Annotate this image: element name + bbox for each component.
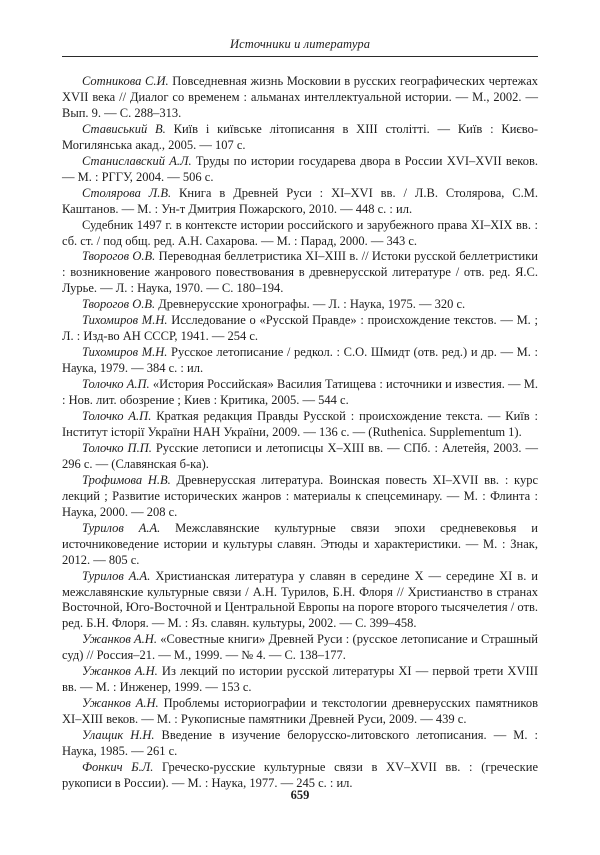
bibliography-entry (62, 313, 538, 345)
entry-text: Русские летописи и летописцы X–XIII вв. — СПб. : Алетейя, 2003. — 296 с. — (Славянская б-ка). (62, 440, 538, 471)
entry-author: Ужанков А.Н. (82, 696, 159, 711)
entry-text: Исследование о «Русской Правде» : происхождение текстов. — М. ; Л. : Изд-во АН СССР, 1941. — 254 с. (62, 313, 539, 344)
bibliography-entry (62, 521, 538, 569)
bibliography-entry (62, 569, 538, 633)
entry-author: Ужанков А.Н. (82, 632, 157, 647)
entry-text: Київ і київське літописання в XIII столітті. — Київ : Києво-Могилянська акад., 2005. — 107 с. (62, 121, 538, 152)
bibliography-entry (62, 74, 538, 122)
entry-author: Толочко А.П. (82, 377, 150, 392)
entry-author: Тихомиров М.Н. (82, 313, 168, 328)
entry-author: Толочко А.П. (82, 409, 152, 424)
entry-author: Творогов О.В. (82, 297, 156, 312)
bibliography-entry (62, 154, 538, 186)
entry-text: «История Российская» Василия Татищева : источники и известия. — М. : Нов. лит. обозрение ; Киев : Критика, 2005. — 544 с. (62, 377, 538, 408)
bibliography-entry (62, 441, 538, 473)
bibliography-entry (62, 345, 538, 377)
entry-author: Тихомиров М.Н. (82, 345, 168, 360)
bibliography-list (62, 74, 538, 792)
running-header-title: Источники и литература (229, 37, 371, 51)
entry-author: Улащик Н.Н. (82, 728, 155, 743)
bibliography-entry (62, 473, 538, 521)
bibliography-entry (62, 409, 538, 441)
entry-author: Турилов А.А. (82, 520, 161, 535)
entry-text: Повседневная жизнь Московии в русских географических чертежах XVII века // Диалог со временем : альманах интеллектуальной истории. — М., 2002. — Вып. 9. — С. 288–313. (62, 74, 538, 120)
entry-author: Столярова Л.В. (82, 185, 172, 200)
bibliography-entry (62, 249, 538, 297)
entry-text: Краткая редакция Правды Русской : происхождение текста. — Київ : Інститут історії України НАН України, 2009. — 136 с. — (Ruthenica. Supplementum 1). (62, 409, 539, 439)
entry-text: Судебник 1497 г. в контексте истории российского и зарубежного права XI–XIX вв. : сб. ст. / под общ. ред. А.Н. Сахарова. — М. : Парад, 2000. — 343 с. (62, 217, 538, 248)
entry-author: Творогов О.В. (82, 249, 156, 264)
entry-author: Фонкич Б.Л. (82, 759, 154, 774)
entry-text: Проблемы историографии и текстологии древнерусских памятников XI–XIII веков. — М. : Рукописные памятники Древней Руси, 2009. — 439 с. (62, 696, 538, 727)
entry-author: Трофимова Н.В. (82, 472, 171, 487)
entry-author: Станиславский А.Л. (82, 153, 192, 168)
entry-author: Сотникова С.И. (82, 74, 169, 88)
entry-text: «Совестные книги» Древней Руси : (русское летописание и Страшный суд) // Россия–21. — М., 1999. — № 4. — С. 138–177. (62, 632, 538, 663)
bibliography-entry (62, 297, 538, 313)
bibliography-entry (62, 664, 538, 696)
entry-text: Русское летописание / редкол. : С.О. Шмидт (отв. ред.) и др. — М. : Наука, 1979. — 384 с. : ил. (62, 345, 539, 376)
bibliography-entry (62, 377, 538, 409)
bibliography-entry (62, 696, 538, 728)
entry-author: Толочко П.П. (82, 440, 152, 455)
entry-text: Древнерусская литература. Воинская повесть XI–XVII вв. : курс лекций ; Развитие исторических жанров : материалы к спецсеминару. — М. : Флинта : Наука, 2000. — 208 с. (62, 472, 538, 519)
entry-text: Введение в изучение белорусско-литовского летописания. — М. : Наука, 1985. — 261 с. (62, 728, 538, 759)
entry-text: Христианская литература у славян в середине X — середине XI в. и межславянские культурные связи / А.Н. Турилов, Б.Н. Флоря // Христианство в странах Восточной, Юго-Восточной и Центральной Европы на пороге второго тысячелетия / отв. ред. Б.Н. Флоря. — М. : Яз. славян. культуры, 2002. — С. 399–458. (62, 568, 538, 631)
entry-author: Турилов А.А. (82, 568, 151, 583)
bibliography-entry (62, 122, 538, 154)
entry-text: Труды по истории государева двора в России XVI–XVII веков. — М. : РГГУ, 2004. — 506 с. (62, 153, 539, 184)
entry-text: Переводная беллетристика XI–XIII в. // Истоки русской беллетристики : возникновение жанрового повествования в древнерусской литературе / отв. ред. Я.С. Лурье. — Л. : Наука, 1970. — С. 180–194. (62, 249, 538, 296)
entry-text: Из лекций по истории русской литературы XI — первой трети XVIII вв. — М. : Инженер, 1999. — 153 с. (62, 664, 538, 695)
entry-author: Ужанков А.Н. (82, 664, 158, 679)
entry-text: Древнерусские хронографы. — Л. : Наука, 1975. — 320 с. (155, 297, 466, 312)
entry-text: Межславянские культурные связи эпохи средневековья и источниковедение истории и культуры славян. Этюды и характеристики. — М. : Знак, 2012. — 805 с. (62, 520, 538, 567)
entry-text: Греческо-русские культурные связи в XV–XVII вв. : (греческие рукописи в России). — М. : Наука, 1977. — 245 с. : ил. (62, 759, 538, 790)
bibliography-entry (62, 728, 538, 760)
entry-text: Книга в Древней Руси : XI–XVI вв. / Л.В. Столярова, С.М. Каштанов. — М. : Ун-т Дмитрия Пожарского, 2010. — 448 с. : ил. (62, 185, 539, 216)
bibliography-entry (62, 632, 538, 664)
entry-author: Стависький В. (82, 121, 166, 136)
bibliography-entry (62, 186, 538, 218)
page-number: 659 (290, 788, 310, 802)
running-header (62, 22, 538, 57)
bibliography-entry (62, 218, 538, 250)
